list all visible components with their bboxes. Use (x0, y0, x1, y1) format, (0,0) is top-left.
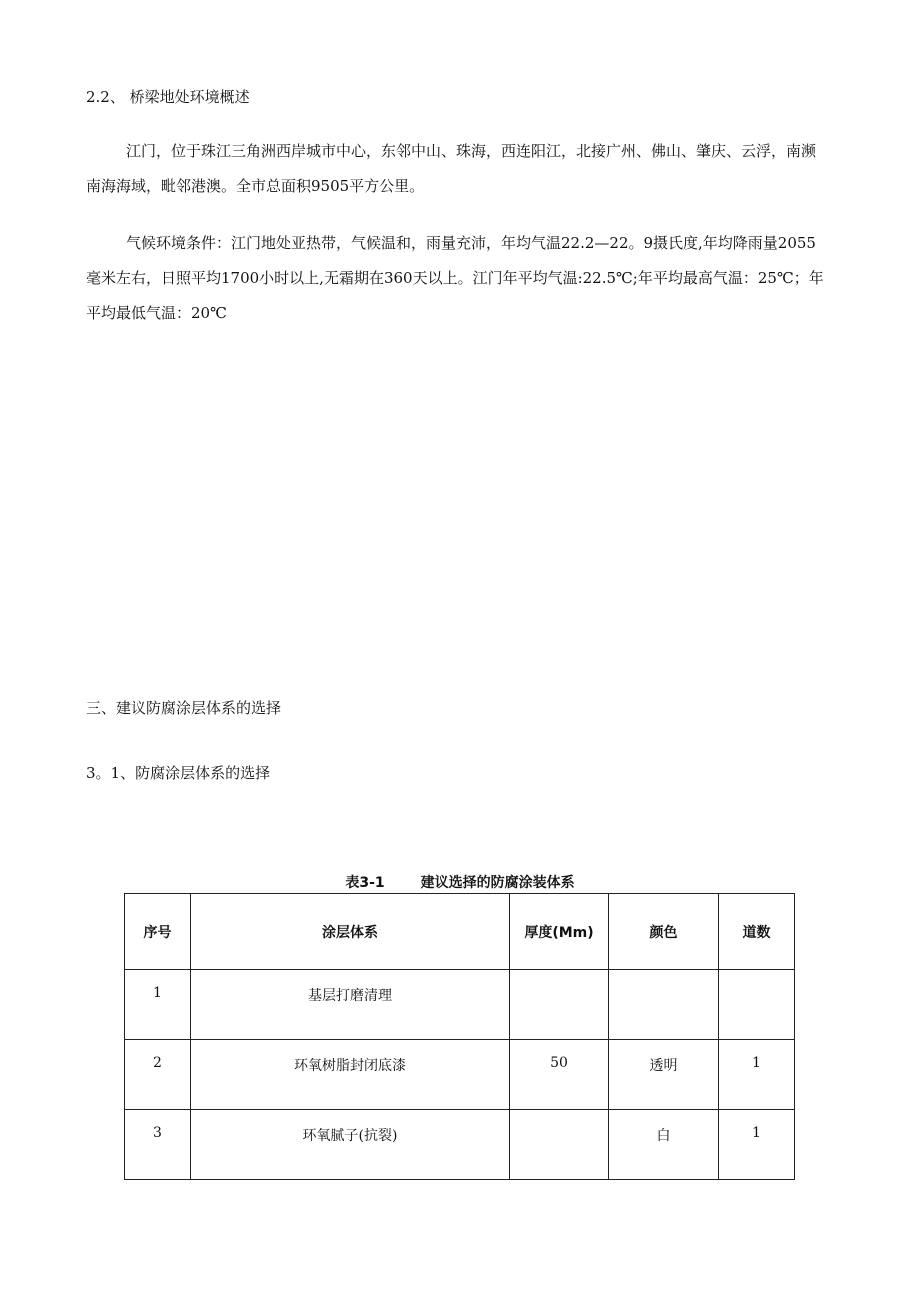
header-index: 序号 (125, 894, 191, 970)
table-caption-number: 表3-1 (345, 875, 385, 891)
table-row (125, 1040, 795, 1110)
table-row (125, 970, 795, 1040)
section-3-heading: 三、建议防腐涂层体系的选择 (86, 699, 282, 717)
cell-passes: 1 (719, 1040, 795, 1110)
header-thickness: 厚度(Mm) (510, 894, 609, 970)
coating-system-table (124, 893, 795, 1180)
cell-index: 2 (125, 1040, 191, 1110)
cell-passes (719, 970, 795, 1040)
cell-color (609, 970, 719, 1040)
table-caption (0, 872, 920, 892)
cell-index: 1 (125, 970, 191, 1040)
cell-thickness: 50 (510, 1040, 609, 1110)
cell-thickness (510, 970, 609, 1040)
table-caption-title: 建议选择的防腐涂装体系 (420, 875, 575, 891)
table-row (125, 1110, 795, 1180)
cell-coating-system: 环氧树脂封闭底漆 (191, 1040, 510, 1110)
paragraph-location: 江门，位于珠江三角洲西岸城市中心，东邻中山、珠海，西连阳江，北接广州、佛山、肇庆、云浮，南濒南海海域，毗邻港澳。全市总面积9505平方公里。 (86, 142, 817, 195)
cell-thickness (510, 1110, 609, 1180)
header-color: 颜色 (609, 894, 719, 970)
section-2-2-heading: 2.2、 桥梁地处环境概述 (86, 88, 250, 106)
cell-passes: 1 (719, 1110, 795, 1180)
cell-coating-system: 环氧腻子(抗裂) (191, 1110, 510, 1180)
cell-index: 3 (125, 1110, 191, 1180)
cell-color: 透明 (609, 1040, 719, 1110)
header-coating-system: 涂层体系 (191, 894, 510, 970)
cell-coating-system: 基层打磨清理 (191, 970, 510, 1040)
section-3-1-heading: 3。1、防腐涂层体系的选择 (86, 764, 271, 782)
paragraph-climate: 气候环境条件：江门地处亚热带，气候温和，雨量充沛，年均气温22.2—22。9摄氏度,年均降雨量2055毫米左右，日照平均1700小时以上,无霜期在360天以上。江门年平均气温:22.5℃;年平均最高气温：25℃；年平均最低气温：20℃ (86, 234, 824, 322)
header-passes: 道数 (719, 894, 795, 970)
cell-color: 白 (609, 1110, 719, 1180)
table-header-row (125, 894, 795, 970)
